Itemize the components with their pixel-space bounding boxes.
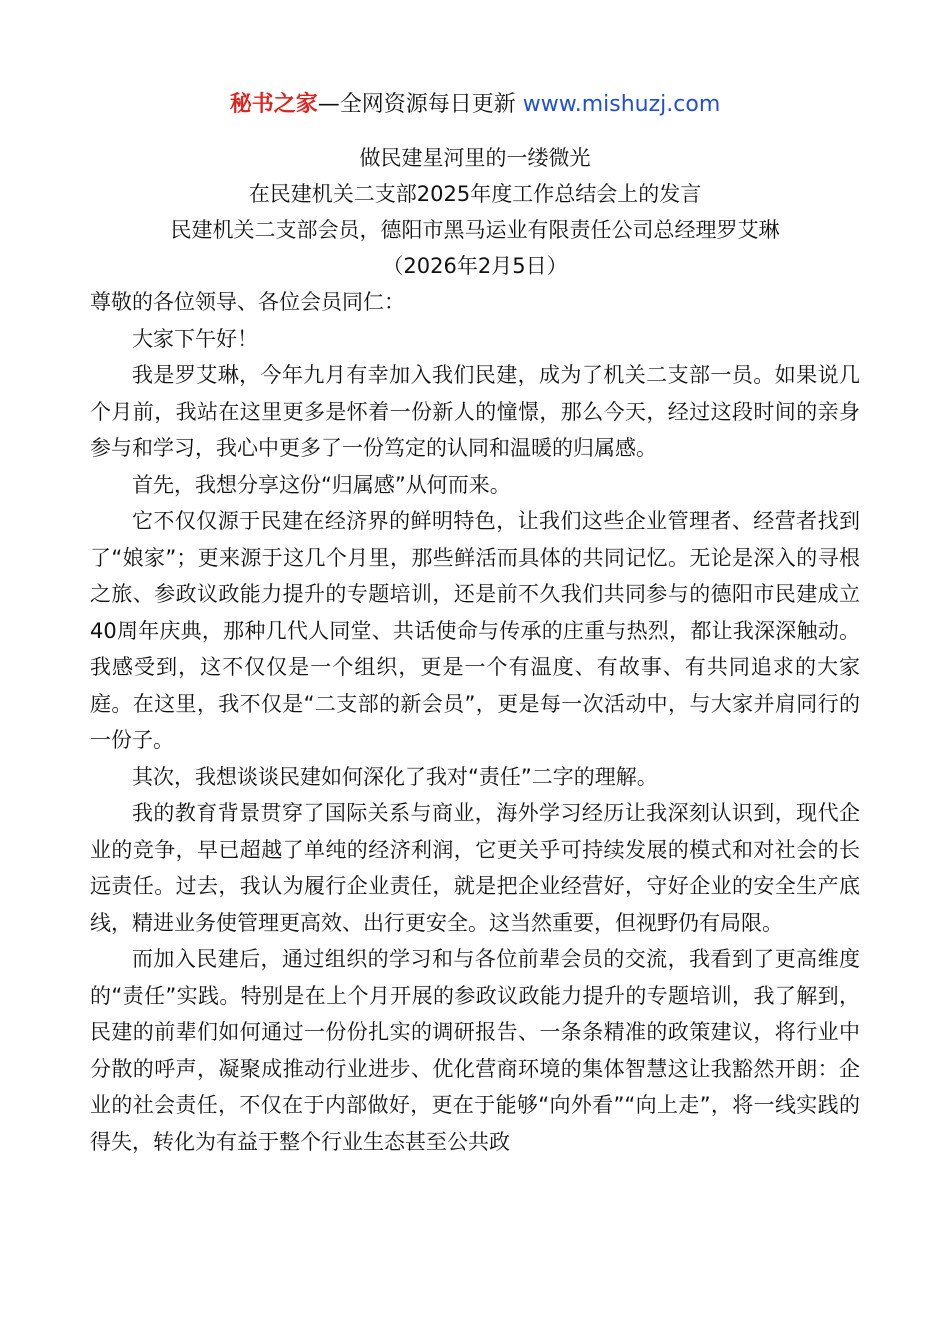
speech-date: （2026年2月5日） xyxy=(382,254,568,278)
banner-site-link[interactable]: www.mishuzj.com xyxy=(522,92,721,117)
speech-heading xyxy=(0,140,950,284)
paragraph-belonging-heading: 首先，我想分享这份“归属感”从何而来。 xyxy=(132,472,511,497)
banner-brand: 秘书之家 xyxy=(229,92,318,117)
paragraph-responsibility-heading: 其次，我想谈谈民建如何深化了我对“责任”二字的理解。 xyxy=(132,764,658,789)
banner-slogan: —全网资源每日更新 xyxy=(317,92,523,117)
speech-speaker: 民建机关二支部会员，德阳市黑马运业有限责任公司总经理罗艾琳 xyxy=(170,218,780,242)
paragraph-background: 我的教育背景贯穿了国际关系与商业，海外学习经历让我深刻认识到，现代企业的竞争，早已超越了单纯的经济利润，它更关乎可持续发展的模式和对社会的长远责任。过去，我认为履行企业责任，就是把企业经营好，守好企业的安全生产底线，精进业务使管理更高效、出行更安全。这当然重要，但视野仍有局限。 xyxy=(90,801,860,935)
salutation: 尊敬的各位领导、各位会员同仁： xyxy=(90,290,405,314)
paragraph-responsibility: 而加入民建后，通过组织的学习和与各位前辈会员的交流，我看到了更高维度的“责任”实践。特别是在上个月开展的参政议政能力提升的专题培训，我了解到，民建的前辈们如何通过一份份扎实的调研报告、一条条精准的政策建议，将行业中分散的呼声，凝聚成推动行业进步、优化营商环境的集体智慧这让我豁然开朗：企业的社会责任，不仅在于内部做好，更在于能够“向外看”“向上走”，将一线实践的得失，转化为有益于整个行业生态甚至公共政 xyxy=(90,947,860,1154)
paragraph-belonging: 它不仅仅源于民建在经济界的鲜明特色，让我们这些企业管理者、经营者找到了“娘家”；更来源于这几个月里，那些鲜活而具体的共同记忆。无论是深入的寻根之旅、参政议政能力提升的专题培训，还是前不久我们共同参与的德阳市民建成立40周年庆典，那种几代人同堂、共话使命与传承的庄重与热烈，都让我深深触动。我感受到，这不仅仅是一个组织，更是一个有温度、有故事、有共同追求的大家庭。在这里，我不仅是“二支部的新会员”，更是每一次活动中，与大家并肩同行的一份子。 xyxy=(90,509,860,752)
paragraph-greeting: 大家下午好！ xyxy=(132,326,258,351)
speech-subtitle: 在民建机关二支部2025年度工作总结会上的发言 xyxy=(248,182,702,206)
speech-body xyxy=(90,284,860,1160)
speech-title: 做民建星河里的一缕微光 xyxy=(359,146,591,170)
paragraph-intro: 我是罗艾琳，今年九月有幸加入我们民建，成为了机关二支部一员。如果说几个月前，我站在这里更多是怀着一份新人的憧憬，那么今天，经过这段时间的亲身参与和学习，我心中更多了一份笃定的认同和温暖的归属感。 xyxy=(90,363,860,460)
site-banner xyxy=(0,88,950,122)
